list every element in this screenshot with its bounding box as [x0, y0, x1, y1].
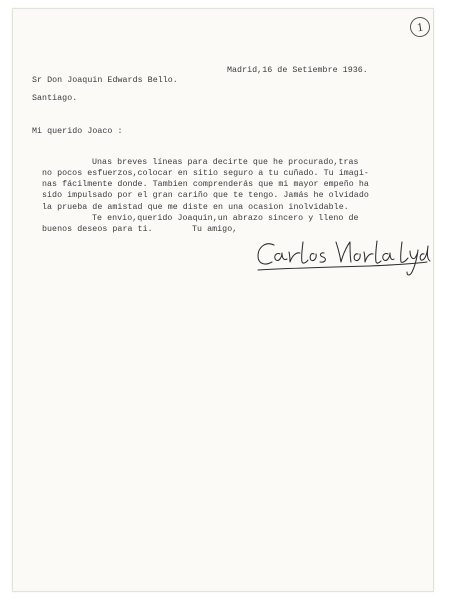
body-line: la prueba de amistad que me diste en una ocasion inolvidable.: [42, 203, 349, 212]
recipient-name: Sr Don Joaquin Edwards Bello.: [32, 76, 178, 85]
page-number: 1: [409, 16, 432, 39]
body-line: sido impulsado por el gran cariño que te tengo. Jamás he olvidado: [42, 191, 369, 200]
date-line: Madrid,16 de Setiembre 1936.: [227, 66, 368, 75]
body-line: Unas breves líneas para decirte que he procurado,tras: [92, 158, 359, 167]
closing: Tu amigo,: [192, 225, 238, 234]
body-line: nas fácilmente donde. Tambien comprenderás que mi mayor empeño ha: [42, 180, 369, 189]
body-line: buenos deseos para ti.: [42, 225, 153, 234]
body-line: Te envio,querido Joaquin,un abrazo sincero y lleno de: [92, 214, 359, 223]
recipient-city: Santiago.: [32, 94, 78, 103]
body-line: no pocos esfuerzos,colocar en sitio seguro a tu cuñado. Tu imagi-: [42, 169, 369, 178]
letter-page: [12, 8, 434, 592]
handwritten-signature: [252, 232, 432, 282]
salutation: Mi querido Joaco :: [32, 127, 123, 136]
